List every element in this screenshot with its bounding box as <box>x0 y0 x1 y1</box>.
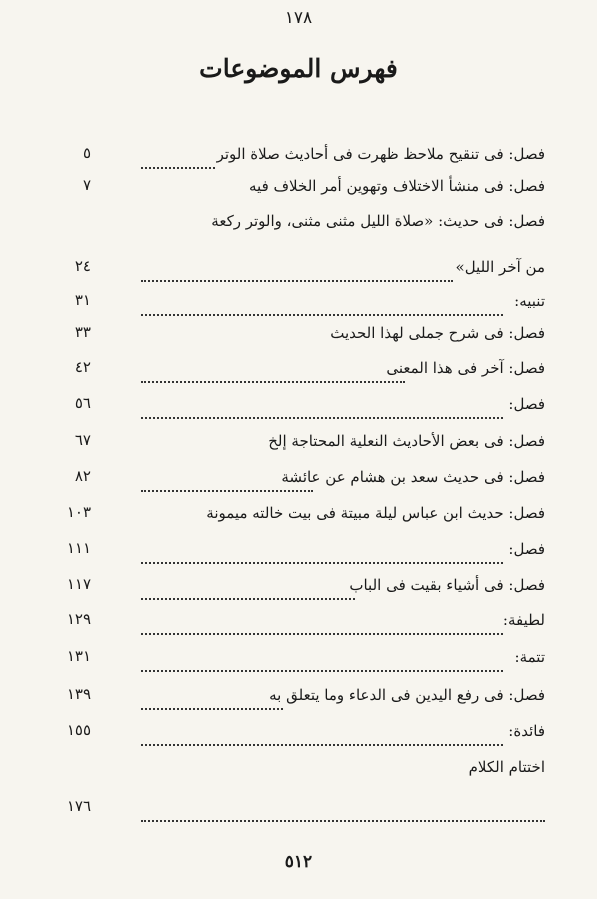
toc-entry <box>66 684 545 712</box>
toc-entry-title: فصل: فى حديث: «صلاة الليل مثنى مثنى، والوتر ركعة <box>211 212 545 230</box>
toc-entry <box>74 256 545 284</box>
dot-leader <box>141 490 313 492</box>
toc-entry <box>74 357 545 385</box>
toc-entry-title: فصل: فى شرح جملى لهذا الحديث <box>330 324 545 342</box>
toc-entry <box>95 210 545 238</box>
dot-leader <box>141 708 283 710</box>
toc-entry <box>66 574 545 602</box>
toc-entry <box>66 646 545 674</box>
toc-entry <box>82 143 545 171</box>
toc-entry-page: ١٣١ <box>66 647 91 665</box>
toc-entry-title: تنبيه: <box>514 292 545 310</box>
header-page-number: ١٧٨ <box>284 8 313 28</box>
toc-entry-title: فصل: فى أشياء بقيت فى الباب <box>349 576 545 594</box>
toc-entry-page: ٣١ <box>74 291 91 309</box>
toc-entry-page: ١١٧ <box>66 575 91 593</box>
dot-leader <box>141 744 503 746</box>
toc-entry <box>74 393 545 421</box>
toc-entry-title: فصل: آخر فى هذا المعنى <box>386 359 545 377</box>
toc-entry-page: ١٠٣ <box>66 503 91 521</box>
toc-entry-page: ٤٢ <box>74 358 91 376</box>
toc-entry-title: فصل: <box>508 540 545 558</box>
toc-entry-title: فصل: فى تنقيح ملاحظ ظهرت فى أحاديث صلاة الوتر <box>216 145 545 163</box>
toc-entry <box>66 758 545 824</box>
footer-page-number: ٥١٢ <box>284 852 313 872</box>
toc-entry <box>66 720 545 748</box>
toc-entry-page: ١١١ <box>66 539 91 557</box>
toc-entry-page: ٢٤ <box>74 257 91 275</box>
toc-entry-title: لطيفة: <box>502 611 545 629</box>
toc-entry <box>66 538 545 566</box>
toc-entry <box>74 430 545 458</box>
toc-entry-title: من آخر الليل» <box>455 258 545 276</box>
toc-entry-page: ٥٦ <box>74 394 91 412</box>
dot-leader <box>141 598 355 600</box>
toc-entry <box>66 502 545 530</box>
toc-entry <box>82 175 545 203</box>
toc-entry <box>74 322 545 350</box>
toc-entry-page: ١٧٦ <box>66 797 91 815</box>
toc-entry-title: فصل: فى حديث سعد بن هشام عن عائشة <box>281 468 545 486</box>
toc-entry-page: ٧ <box>82 176 91 194</box>
dot-leader <box>141 562 503 564</box>
dot-leader <box>141 381 405 383</box>
toc-entry-title: فائدة: <box>508 722 545 740</box>
toc-entry-page: ١٥٥ <box>66 721 91 739</box>
dot-leader <box>141 670 503 672</box>
toc-entry-title: تتمة: <box>514 648 545 666</box>
toc-entry-page: ٥ <box>82 144 91 162</box>
toc-entry <box>66 609 545 637</box>
toc-entry-title: اختتام الكلام <box>468 758 545 776</box>
toc-entry-page: ٦٧ <box>74 431 91 449</box>
toc-entry-title: فصل: فى رفع اليدين فى الدعاء وما يتعلق به <box>269 686 545 704</box>
toc-entry <box>74 290 545 318</box>
dot-leader <box>141 314 503 316</box>
toc-entry-title: فصل: حديث ابن عباس ليلة مبيتة فى بيت خالته ميمونة <box>206 504 545 522</box>
toc-entry-title: فصل: <box>508 395 545 413</box>
toc-entry <box>74 466 545 494</box>
toc-entry-page: ٨٢ <box>74 467 91 485</box>
toc-entry-page: ١٣٩ <box>66 685 91 703</box>
page-title: فهرس الموضوعات <box>199 54 398 83</box>
dot-leader <box>141 280 453 282</box>
dot-leader <box>141 633 503 635</box>
toc-entry-page: ١٢٩ <box>66 610 91 628</box>
toc-entry-title: فصل: فى بعض الأحاديث النعلية المحتاجة إلخ <box>268 432 545 450</box>
dot-leader <box>141 417 503 419</box>
dot-leader <box>141 820 545 822</box>
toc-entry-title: فصل: فى منشأ الاختلاف وتهوين أمر الخلاف فيه <box>249 177 545 195</box>
toc-entry-page: ٣٣ <box>74 323 91 341</box>
dot-leader <box>141 167 215 169</box>
